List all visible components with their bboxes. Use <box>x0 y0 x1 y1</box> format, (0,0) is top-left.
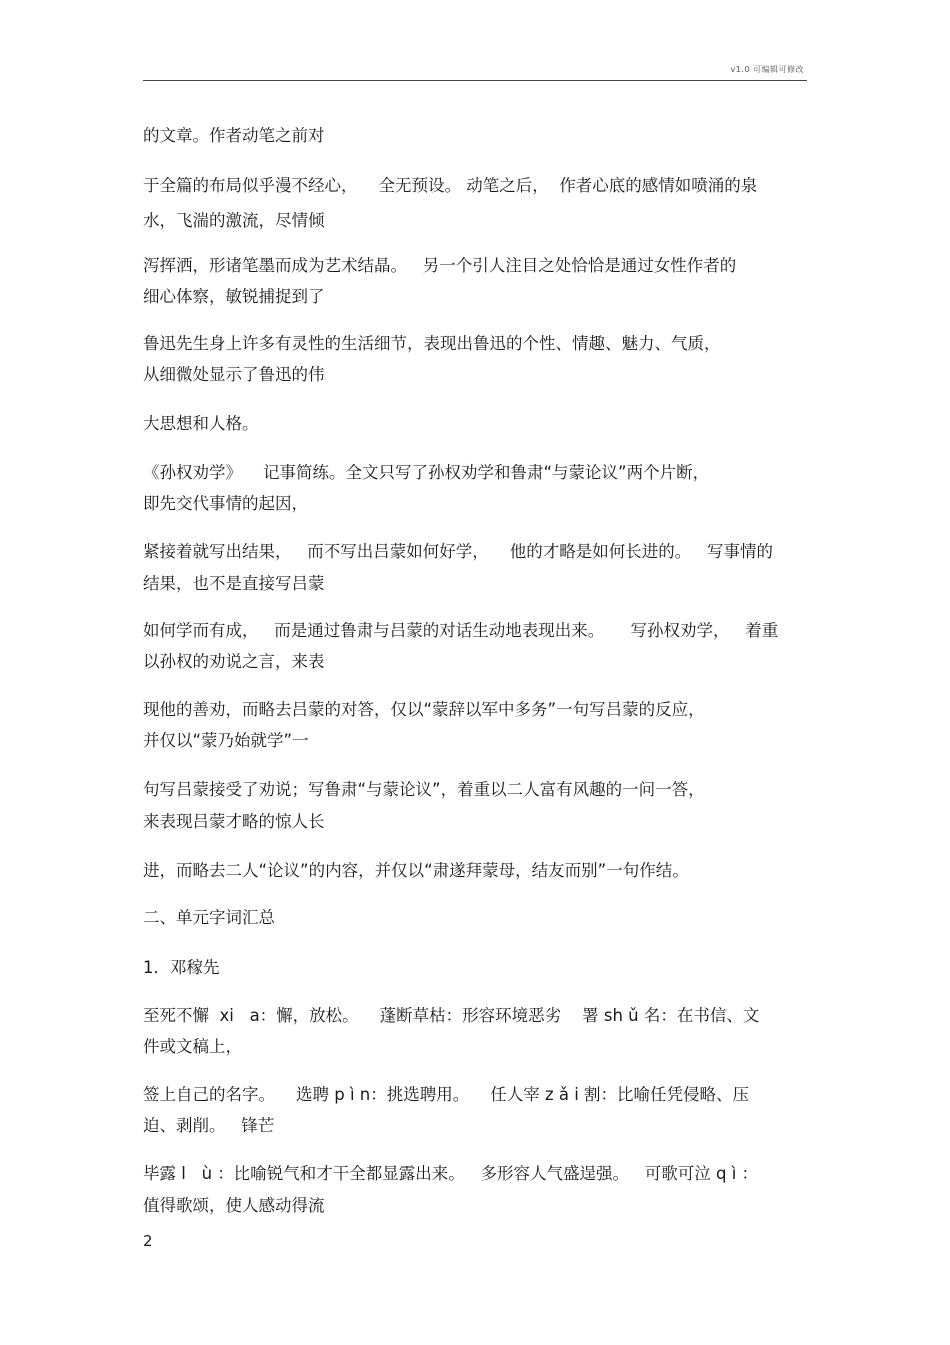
subsection-heading: 1．邓稼先 <box>143 958 220 977</box>
text-line: 泻挥洒，形诸笔墨而成为艺术结晶。 另一个引人注目之处恰恰是通过女性作者的 <box>143 256 737 275</box>
section-heading: 二、单元字词汇总 <box>143 908 275 927</box>
text-line: 的文章。作者动笔之前对 <box>143 126 325 145</box>
text-line: 句写吕蒙接受了劝说；写鲁肃“与蒙论议”，着重以二人富有风趣的一问一答， <box>143 780 705 799</box>
text-line: 大思想和人格。 <box>143 414 259 433</box>
text-line: 件或文稿上， <box>143 1037 242 1056</box>
header-version-text: v1.0 可编辑可修改 <box>730 65 804 74</box>
text-line: 并仅以“蒙乃始就学”一 <box>143 731 309 750</box>
text-line: 如何学而有成， 而是通过鲁肃与吕蒙的对话生动地表现出来。 写孙权劝学， 着重 <box>143 621 779 640</box>
text-line: 即先交代事情的起因， <box>143 494 308 513</box>
text-line: 现他的善劝，而略去吕蒙的对答，仅以“蒙辞以军中多务”一句写吕蒙的反应， <box>143 700 705 719</box>
text-line: 于全篇的布局似乎漫不经心， 全无预设。 动笔之后， 作者心底的感情如喷涌的泉 <box>143 176 758 195</box>
header-divider <box>143 80 807 81</box>
text-line: 水，飞湍的激流，尽情倾 <box>143 211 325 230</box>
text-line: 来表现吕蒙才略的惊人长 <box>143 812 325 831</box>
text-line: 进，而略去二人“论议”的内容，并仅以“肃遂拜蒙母，结友而别”一句作结。 <box>143 861 689 880</box>
text-line: 从细微处显示了鲁迅的伟 <box>143 365 325 384</box>
text-line: 签上自己的名字。 选聘 p ì n：挑选聘用。 任人宰 z ǎ i 割：比喻任凭侵略、压 <box>143 1085 750 1104</box>
page-number: 2 <box>143 1232 153 1250</box>
text-line: 迫、剥削。 锋芒 <box>143 1116 275 1135</box>
text-line: 至死不懈 xi a：懈，放松。 蓬断草枯：形容环境恶劣 署 sh ǔ 名：在书信、文 <box>143 1006 760 1025</box>
text-line: 以孙权的劝说之言，来表 <box>143 652 325 671</box>
text-line: 紧接着就写出结果， 而不写出吕蒙如何好学， 他的才略是如何长进的。 写事情的 <box>143 542 773 561</box>
text-line: 结果，也不是直接写吕蒙 <box>143 574 325 593</box>
text-line: 《孙权劝学》 记事简练。全文只写了孙权劝学和鲁肃“与蒙论议”两个片断， <box>143 463 710 482</box>
text-line: 鲁迅先生身上许多有灵性的生活细节，表现出鲁迅的个性、情趣、魅力、气质， <box>143 334 721 353</box>
text-line: 毕露 l ù ：比喻锐气和才干全都显露出来。 多形容人气盛逞强。 可歌可泣 q ì ： <box>143 1164 759 1183</box>
text-line: 细心体察，敏锐捕捉到了 <box>143 287 325 306</box>
text-line: 值得歌颂，使人感动得流 <box>143 1196 325 1215</box>
